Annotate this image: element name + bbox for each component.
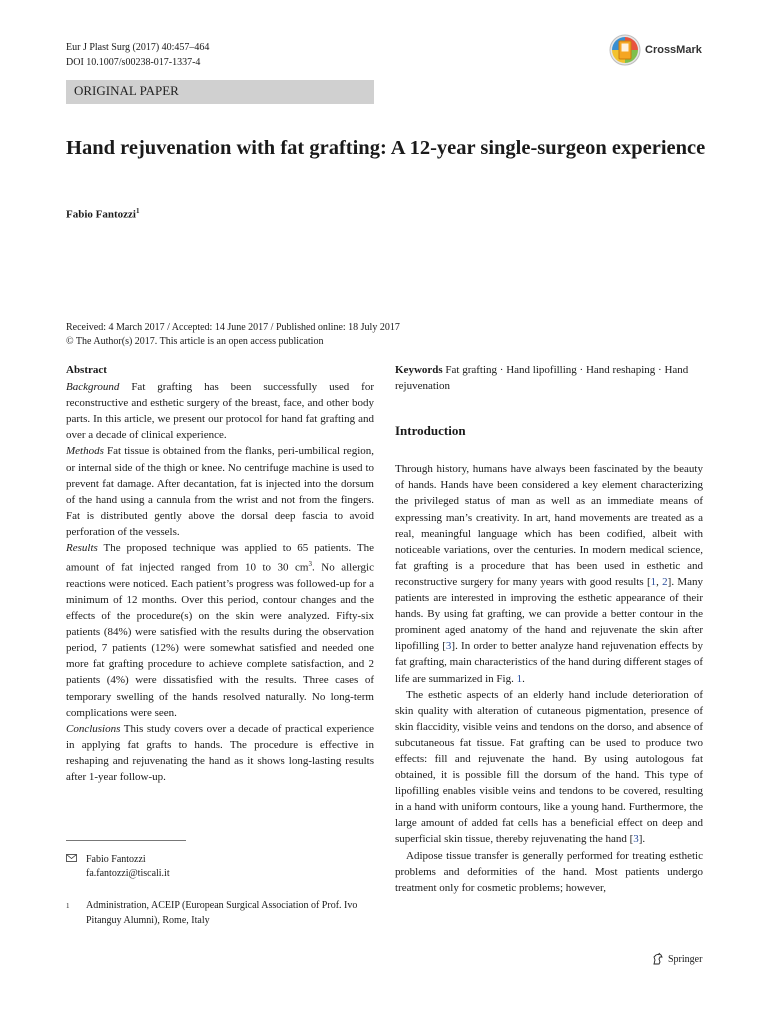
author-line — [66, 207, 139, 221]
publisher-footer — [651, 952, 702, 966]
citation-separator: , — [656, 575, 663, 588]
intro-paragraph-3: Adipose tissue transfer is generally performed for treating esthetic problems and deformities of the hand. Most patients undergo treatment only for cosmetic problems; however, — [395, 849, 703, 894]
abstract-conclusions — [66, 721, 374, 785]
correspondence-name: Fabio Fantozzi — [86, 854, 146, 865]
body-column — [395, 362, 703, 896]
intro-p2-end: ]. — [638, 833, 646, 846]
affiliation-number: 1 — [66, 902, 70, 910]
conclusions-text: This study covers over a decade of practical experience in applying fat grafts to hands. The procedure is effective in reshaping and rejuvenating the hand as it shows long-lasting results after 1-year follow-up. — [66, 722, 374, 783]
keywords — [395, 362, 703, 394]
doi: DOI 10.1007/s00238-017-1337-4 — [66, 57, 201, 68]
conclusions-label: Conclusions — [66, 722, 121, 735]
author-affiliation-marker: 1 — [135, 207, 140, 215]
results-text-continued: . No allergic reactions were noticed. Each patient’s progress was followed-up for a minimum of 12 months. Over this period, contour changes and the effects of the procedure(s) on the skin were analyzed. Fifty-six patients (84%) were satisfied with the results during the observation period, 7 patients (12%) were somewhat satisfied and needed one more fat grafting procedure to achieve complete satisfaction, and 2 patients (4%) were dissatisfied with the results. Three cases of temporary swelling of the hands resolved naturally. No long-term complications were seen. — [66, 561, 374, 719]
intro-p2-text: The esthetic aspects of an elderly hand include deterioration of skin quality with alteration of cutaneous pigmentation, presence of skin flaccidity, visible veins and tendons on the dorso, and absence of subcutaneous fat tissue. Fat grafting can be used to produce two effects: fill and rejuvenate the hand. By using autologous fat obtained, it is possible fill the dorsum of the hand. This type of lipofilling enables visible veins and tendons to be covered, resulting in a hand with uniform contours, like a young hand. Furthermore, the large amount of added fat cells has a beneficial effect on deep and superficial skin tissue, thereby rejuvenating the hand [ — [395, 688, 703, 846]
citation-link-1[interactable]: 1 — [650, 575, 657, 588]
background-text: Fat grafting has been successfully used for reconstructive and esthetic surgery of the breast, face, and other body parts. In this article, we present our protocol for hand fat grafting and over a decade of clinical experience. — [66, 381, 375, 442]
intro-p1-end: . — [522, 672, 525, 685]
citation-link-2[interactable]: 2 — [662, 575, 668, 588]
intro-p1-text-2: ]. Many patients are interested in improving the esthetic appearance of their hands. By using fat grafting, we can provide a better contour in the prominent aged anatomy of the hand and rejuvenate the skin after lipofilling [ — [395, 575, 703, 653]
abstract-methods — [66, 443, 374, 540]
section-heading-introduction: Introduction — [395, 423, 466, 439]
correspondence-block — [66, 853, 374, 881]
intro-paragraph-1 — [395, 461, 703, 686]
abstract-heading: Abstract — [66, 364, 107, 376]
methods-label: Methods — [66, 445, 104, 458]
abstract-background — [66, 379, 374, 443]
intro-paragraph-2 — [395, 687, 703, 848]
journal-citation: Eur J Plast Surg (2017) 40:457–464 — [66, 42, 210, 53]
intro-p1-text-3: ]. In order to better analyze hand rejuvenation effects by fat grafting, main characteristics of the hand during different stages of life are summarized in Fig. — [395, 640, 703, 685]
author-name: Fabio Fantozzi — [66, 208, 136, 221]
article-title: Hand rejuvenation with fat grafting: A 12-year single-surgeon experience — [66, 137, 706, 159]
correspondence-email[interactable]: fa.fantozzi@tiscali.it — [86, 868, 170, 879]
publication-dates — [66, 321, 466, 349]
footnote-divider — [66, 840, 186, 841]
keywords-text: Fat grafting · Hand lipofilling · Hand reshaping · Hand rejuvenation — [395, 364, 689, 393]
article-type-banner: ORIGINAL PAPER — [66, 80, 374, 104]
results-label: Results — [66, 542, 98, 555]
article-history: Received: 4 March 2017 / Accepted: 14 June 2017 / Published online: 18 July 2017 — [66, 322, 400, 333]
keywords-heading: Keywords — [395, 364, 443, 376]
results-text: The proposed technique was applied to 65 patients. The amount of fat injected ranged from 10 to 30 cm — [66, 542, 374, 574]
background-label: Background — [66, 381, 120, 394]
intro-p1-text: Through history, humans have always been fascinated by the beauty of hands. Hands have been considered a key element characterizing the privileged status of man as well as an immediate means of expressing man’s creativity. In art, hand movements are treated as a real, meaningful language which has been codified, albeit with noticeable variations, over the centuries. In modern medical science, fat grafting is a procedure that has been used in esthetic and reconstructive surgery for many years with good results [ — [395, 463, 703, 588]
copyright-line: © The Author(s) 2017. This article is an open access publication — [66, 336, 324, 347]
publisher-name: Springer — [668, 953, 703, 965]
envelope-icon — [66, 853, 86, 867]
journal-header — [66, 40, 209, 70]
abstract-results — [66, 540, 374, 721]
results-unit-exponent: 3 — [308, 560, 312, 569]
citation-link-3b[interactable]: 3 — [633, 833, 639, 846]
abstract-column — [66, 362, 374, 785]
methods-text: Fat tissue is obtained from the flanks, peri-umbilical region, or internal side of the thigh or knee. No centrifuge machine is used to prevent fat damage. After decantation, fat is injected into the dorsum of the hand using a cannula from the wrist and not from the fingers. Fat is distributed gently above the dorsal deep fascia to avoid perforation of the vessels. — [66, 445, 374, 538]
affiliation-footnote — [66, 898, 374, 928]
crossmark-icon — [609, 34, 641, 66]
affiliation-text: Administration, ACEIP (European Surgical Association of Prof. Ivo Pitanguy Alumni), Rome, Italy — [86, 900, 358, 926]
crossmark-logo[interactable] — [609, 32, 709, 68]
citation-link-3[interactable]: 3 — [445, 640, 452, 653]
figure-link-1[interactable]: 1 — [516, 672, 523, 685]
springer-horse-icon — [651, 952, 665, 966]
crossmark-label: CrossMark — [645, 44, 702, 56]
